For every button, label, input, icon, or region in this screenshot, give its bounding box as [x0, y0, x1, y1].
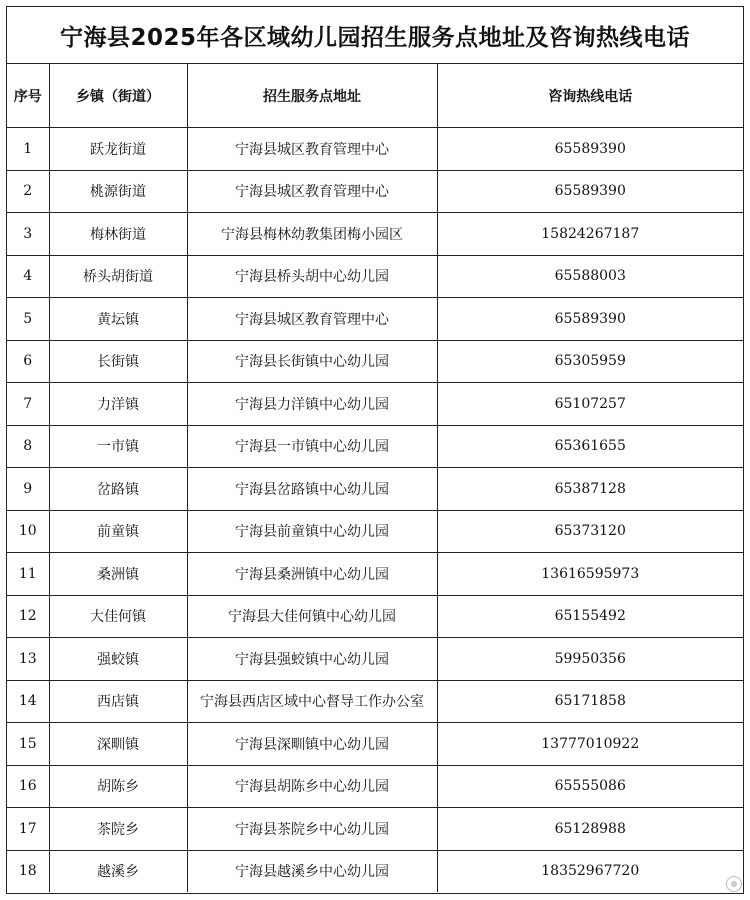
cell-no: 14	[7, 680, 49, 723]
cell-town: 深甽镇	[49, 723, 187, 766]
cell-no: 13	[7, 638, 49, 681]
cell-phone: 65361655	[437, 425, 743, 468]
header-town: 乡镇（街道）	[49, 64, 187, 128]
cell-phone: 15824267187	[437, 213, 743, 256]
cell-address: 宁海县城区教育管理中心	[187, 298, 437, 341]
cell-address: 宁海县越溪乡中心幼儿园	[187, 850, 437, 892]
cell-town: 力洋镇	[49, 383, 187, 426]
cell-no: 1	[7, 128, 49, 171]
header-no: 序号	[7, 64, 49, 128]
cell-no: 17	[7, 808, 49, 851]
enrollment-table	[7, 64, 743, 892]
cell-no: 12	[7, 595, 49, 638]
cell-address: 宁海县茶院乡中心幼儿园	[187, 808, 437, 851]
cell-address: 宁海县城区教育管理中心	[187, 128, 437, 171]
cell-phone: 65373120	[437, 510, 743, 553]
table-row	[7, 850, 743, 892]
cell-town: 岔路镇	[49, 468, 187, 511]
cell-no: 9	[7, 468, 49, 511]
cell-no: 3	[7, 213, 49, 256]
logo-icon	[726, 876, 742, 892]
cell-phone: 65155492	[437, 595, 743, 638]
document-sheet	[6, 6, 744, 894]
cell-town: 茶院乡	[49, 808, 187, 851]
cell-phone: 65387128	[437, 468, 743, 511]
cell-town: 西店镇	[49, 680, 187, 723]
cell-no: 7	[7, 383, 49, 426]
table-row	[7, 595, 743, 638]
table-body	[7, 128, 743, 893]
cell-phone: 13777010922	[437, 723, 743, 766]
cell-town: 胡陈乡	[49, 765, 187, 808]
cell-no: 4	[7, 255, 49, 298]
cell-town: 跃龙街道	[49, 128, 187, 171]
cell-town: 一市镇	[49, 425, 187, 468]
table-row	[7, 298, 743, 341]
table-row	[7, 510, 743, 553]
cell-no: 10	[7, 510, 49, 553]
page-title: 宁海县2025年各区域幼儿园招生服务点地址及咨询热线电话	[7, 7, 743, 64]
cell-phone: 65589390	[437, 298, 743, 341]
cell-address: 宁海县深甽镇中心幼儿园	[187, 723, 437, 766]
cell-town: 长街镇	[49, 340, 187, 383]
cell-town: 越溪乡	[49, 850, 187, 892]
cell-phone: 59950356	[437, 638, 743, 681]
cell-address: 宁海县胡陈乡中心幼儿园	[187, 765, 437, 808]
cell-town: 前童镇	[49, 510, 187, 553]
cell-town: 黄坛镇	[49, 298, 187, 341]
cell-town: 桥头胡街道	[49, 255, 187, 298]
table-row	[7, 383, 743, 426]
cell-no: 11	[7, 553, 49, 596]
table-header	[7, 64, 743, 128]
cell-address: 宁海县梅林幼教集团梅小园区	[187, 213, 437, 256]
cell-no: 2	[7, 170, 49, 213]
cell-address: 宁海县大佳何镇中心幼儿园	[187, 595, 437, 638]
header-phone: 咨询热线电话	[437, 64, 743, 128]
cell-no: 16	[7, 765, 49, 808]
cell-town: 桃源街道	[49, 170, 187, 213]
cell-phone: 65107257	[437, 383, 743, 426]
cell-phone: 65171858	[437, 680, 743, 723]
table-row	[7, 213, 743, 256]
cell-address: 宁海县城区教育管理中心	[187, 170, 437, 213]
header-row	[7, 64, 743, 128]
watermark	[726, 876, 742, 892]
table-row	[7, 723, 743, 766]
table-row	[7, 638, 743, 681]
cell-town: 梅林街道	[49, 213, 187, 256]
cell-town: 强蛟镇	[49, 638, 187, 681]
table-row	[7, 425, 743, 468]
cell-phone: 65589390	[437, 170, 743, 213]
table-row	[7, 255, 743, 298]
header-address: 招生服务点地址	[187, 64, 437, 128]
cell-no: 6	[7, 340, 49, 383]
cell-address: 宁海县力洋镇中心幼儿园	[187, 383, 437, 426]
table-row	[7, 340, 743, 383]
cell-no: 8	[7, 425, 49, 468]
cell-town: 大佳何镇	[49, 595, 187, 638]
cell-phone: 18352967720	[541, 863, 640, 880]
cell-address: 宁海县前童镇中心幼儿园	[187, 510, 437, 553]
cell-phone: 65589390	[437, 128, 743, 171]
cell-no: 18	[7, 850, 49, 892]
cell-phone: 13616595973	[437, 553, 743, 596]
cell-address: 宁海县一市镇中心幼儿园	[187, 425, 437, 468]
cell-town: 桑洲镇	[49, 553, 187, 596]
table-row	[7, 468, 743, 511]
cell-address: 宁海县岔路镇中心幼儿园	[187, 468, 437, 511]
cell-address: 宁海县长街镇中心幼儿园	[187, 340, 437, 383]
table-row	[7, 128, 743, 171]
table-row	[7, 808, 743, 851]
cell-no: 5	[7, 298, 49, 341]
cell-address: 宁海县强蛟镇中心幼儿园	[187, 638, 437, 681]
cell-address: 宁海县桥头胡中心幼儿园	[187, 255, 437, 298]
cell-phone: 65305959	[437, 340, 743, 383]
cell-address: 宁海县西店区域中心督导工作办公室	[187, 680, 437, 723]
cell-phone: 65555086	[437, 765, 743, 808]
cell-phone: 65128988	[437, 808, 743, 851]
cell-no: 15	[7, 723, 49, 766]
table-row	[7, 765, 743, 808]
table-row	[7, 170, 743, 213]
table-row	[7, 680, 743, 723]
cell-address: 宁海县桑洲镇中心幼儿园	[187, 553, 437, 596]
cell-phone: 65588003	[437, 255, 743, 298]
table-row	[7, 553, 743, 596]
